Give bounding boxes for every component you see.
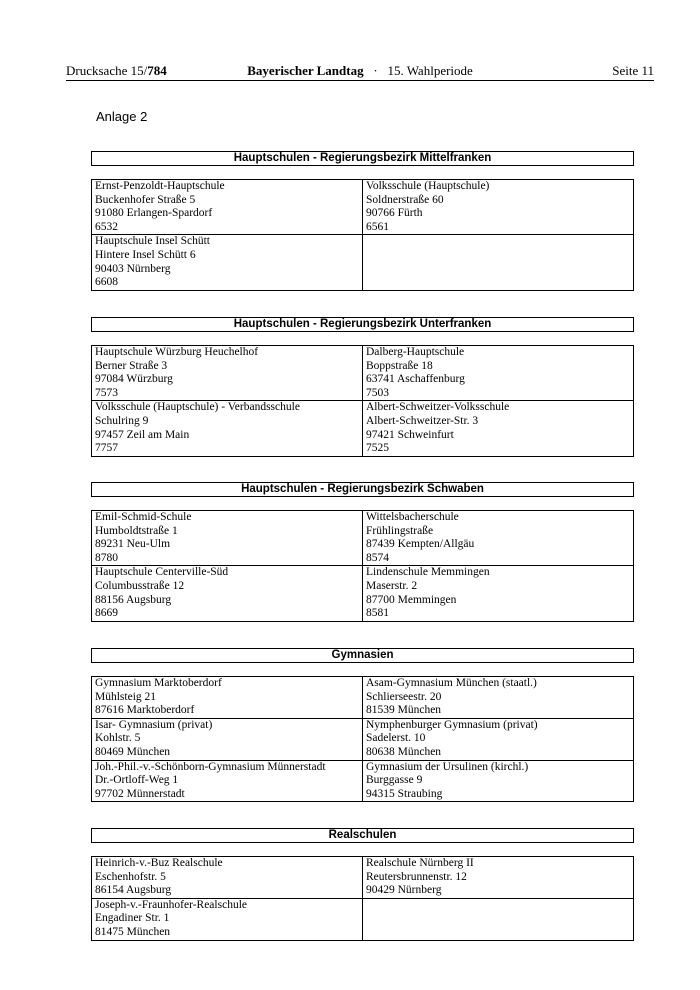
table-row: [92, 401, 634, 456]
school-name: Gymnasium der Ursulinen (kirchl.): [366, 760, 529, 773]
school-name: Gymnasium Marktoberdorf: [95, 677, 222, 689]
school-street: Hintere Insel Schütt 6: [95, 248, 196, 261]
empty-cell: [363, 898, 634, 940]
school-cell: [92, 677, 363, 719]
school-number: 7757: [95, 442, 118, 455]
school-name: Lindenschule Memmingen: [366, 566, 490, 579]
school-street: Schulring 9: [95, 414, 149, 427]
school-table: [91, 179, 634, 291]
school-cell: [92, 180, 363, 235]
school-city: 97421 Schweinfurt: [366, 428, 454, 441]
school-city: 63741 Aschaffenburg: [366, 373, 465, 386]
school-city: 81475 München: [95, 925, 171, 938]
school-city: 97457 Zeil am Main: [95, 428, 190, 441]
school-number: 8581: [366, 607, 389, 620]
school-number: 6532: [95, 220, 118, 233]
school-name: Dalberg-Hauptschule: [366, 346, 465, 358]
school-street: Sadelerst. 10: [366, 732, 426, 745]
school-city: 88156 Augsburg: [95, 593, 172, 606]
school-name: Volksschule (Hauptschule): [366, 180, 490, 192]
empty-cell: [363, 235, 634, 290]
school-cell: [363, 180, 634, 235]
school-cell: [363, 718, 634, 760]
school-name: Realschule Nürnberg II: [366, 857, 474, 869]
school-cell: [92, 760, 363, 802]
school-name: Ernst-Penzoldt-Hauptschule: [95, 180, 225, 192]
school-number: 6561: [366, 220, 389, 233]
school-name: Joseph-v.-Fraunhofer-Realschule: [95, 898, 247, 911]
school-name: Hauptschule Insel Schütt: [95, 235, 210, 248]
school-city: 94315 Straubing: [366, 787, 443, 800]
school-number: 7503: [366, 386, 389, 399]
school-name: Volksschule (Hauptschule) - Verbandsschule: [95, 401, 300, 414]
school-cell: [92, 566, 363, 621]
school-name: Nymphenburger Gymnasium (privat): [366, 718, 538, 731]
school-cell: [363, 566, 634, 621]
school-cell: [363, 677, 634, 719]
annex-label: Anlage 2: [96, 109, 148, 124]
document-number: Drucksache 15/784: [66, 63, 167, 78]
school-name: Asam-Gymnasium München (staatl.): [366, 677, 537, 689]
school-city: 81539 München: [366, 704, 442, 717]
school-table: [91, 510, 634, 622]
page-header: [66, 62, 654, 81]
table-row: [92, 180, 634, 235]
section-title: Realschulen: [91, 828, 634, 843]
school-street: Burggasse 9: [366, 774, 423, 787]
table-row: [92, 566, 634, 621]
school-name: Joh.-Phil.-v.-Schönborn-Gymnasium Münnerstadt: [95, 760, 326, 773]
school-city: 91080 Erlangen-Spardorf: [95, 207, 213, 220]
school-cell: [92, 511, 363, 566]
table-row: [92, 898, 634, 940]
school-cell: [92, 401, 363, 456]
school-name: Heinrich-v.-Buz Realschule: [95, 857, 223, 869]
school-street: Engadiner Str. 1: [95, 912, 170, 925]
school-city: 86154 Augsburg: [95, 884, 172, 897]
school-name: Hauptschule Centerville-Süd: [95, 566, 229, 579]
school-city: 87439 Kempten/Allgäu: [366, 538, 475, 551]
section-title: Hauptschulen - Regierungsbezirk Mittelfranken: [91, 151, 634, 166]
school-name: Emil-Schmid-Schule: [95, 511, 192, 523]
school-number: 7525: [366, 442, 389, 455]
school-city: 97084 Würzburg: [95, 373, 173, 386]
school-street: Kohlstr. 5: [95, 732, 141, 745]
school-street: Albert-Schweitzer-Str. 3: [366, 414, 479, 427]
school-table: [91, 856, 634, 941]
school-number: 6608: [95, 276, 118, 289]
legislative-period: 15. Wahlperiode: [387, 63, 473, 78]
section-title: Hauptschulen - Regierungsbezirk Schwaben: [91, 482, 634, 497]
section-hauptschulen-mittelfranken: [91, 151, 634, 291]
school-number: 8780: [95, 551, 118, 564]
school-street: Soldnerstraße 60: [366, 193, 444, 206]
school-street: Reutersbrunnenstr. 12: [366, 870, 467, 883]
school-name: Wittelsbacherschule: [366, 511, 459, 523]
school-street: Humboldtstraße 1: [95, 524, 178, 537]
school-cell: [92, 235, 363, 290]
section-hauptschulen-unterfranken: [91, 317, 634, 457]
school-street: Columbusstraße 12: [95, 579, 185, 592]
school-cell: [92, 718, 363, 760]
school-city: 80638 München: [366, 745, 442, 758]
header-center: [66, 62, 654, 80]
school-table: [91, 345, 634, 457]
table-row: [92, 346, 634, 401]
school-table: [91, 676, 634, 802]
table-row: [92, 857, 634, 899]
school-street: Eschenhofstr. 5: [95, 870, 166, 883]
school-street: Frühlingstraße: [366, 524, 434, 537]
school-street: Berner Straße 3: [95, 359, 168, 372]
school-cell: [363, 760, 634, 802]
school-number: 8669: [95, 607, 118, 620]
school-city: 97702 Münnerstadt: [95, 787, 185, 800]
school-name: Albert-Schweitzer-Volksschule: [366, 401, 510, 414]
school-city: 87616 Marktoberdorf: [95, 704, 195, 717]
table-row: [92, 511, 634, 566]
school-street: Maserstr. 2: [366, 579, 418, 592]
school-street: Boppstraße 18: [366, 359, 433, 372]
section-gymnasien: [91, 648, 634, 802]
school-cell: [92, 346, 363, 401]
header-separator: ·: [373, 63, 378, 78]
school-city: 90403 Nürnberg: [95, 262, 171, 275]
school-city: 87700 Memmingen: [366, 593, 457, 606]
school-street: Schlierseestr. 20: [366, 690, 442, 703]
school-number: 7573: [95, 386, 118, 399]
school-street: Mühlsteig 21: [95, 690, 157, 703]
school-city: 90766 Fürth: [366, 207, 423, 220]
institution-name: Bayerischer Landtag: [247, 63, 364, 78]
table-row: [92, 718, 634, 760]
section-hauptschulen-schwaben: [91, 482, 634, 622]
school-street: Dr.-Ortloff-Weg 1: [95, 774, 179, 787]
school-city: 89231 Neu-Ulm: [95, 538, 171, 551]
table-row: [92, 677, 634, 719]
school-cell: [363, 857, 634, 899]
school-cell: [363, 401, 634, 456]
page-number: Seite 11: [612, 63, 654, 78]
school-city: 80469 München: [95, 745, 171, 758]
section-title: Gymnasien: [91, 648, 634, 663]
school-cell: [363, 511, 634, 566]
table-row: [92, 235, 634, 290]
school-name: Hauptschule Würzburg Heuchelhof: [95, 346, 259, 358]
school-city: 90429 Nürnberg: [366, 884, 442, 897]
school-number: 8574: [366, 551, 389, 564]
school-name: Isar- Gymnasium (privat): [95, 718, 213, 731]
section-title: Hauptschulen - Regierungsbezirk Unterfranken: [91, 317, 634, 332]
table-row: [92, 760, 634, 802]
school-cell: [363, 346, 634, 401]
school-cell: [92, 857, 363, 899]
school-cell: [92, 898, 363, 940]
section-realschulen: [91, 828, 634, 941]
school-street: Buckenhofer Straße 5: [95, 193, 196, 206]
